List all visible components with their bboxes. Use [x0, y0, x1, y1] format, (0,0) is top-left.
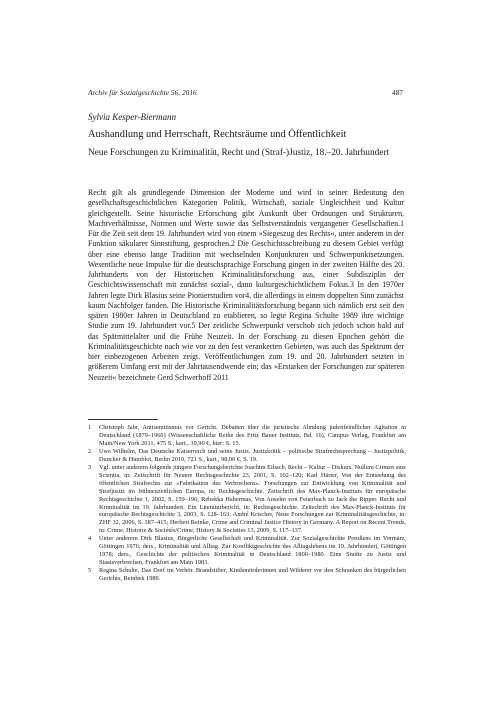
- footnote: [88, 464, 406, 536]
- article-body: [88, 188, 404, 383]
- page-number: 487: [391, 88, 403, 97]
- footnote-separator: [88, 419, 158, 420]
- footnote-number: 4: [88, 535, 92, 543]
- footnote-number: 5: [88, 567, 92, 575]
- footnote-number: 3: [88, 463, 92, 471]
- body-paragraph: Recht gilt als grundlegende Dimension der Moderne und wird in seiner Bedeutung den gesellschaftsgeschichtlichen Kategorien Politik, Wirtschaft, soziale Ungleichheit und Kultur gleichgestellt. Seine historische Erforschung gibt Auskunft über Ordnungen und Strukturen, Machtverhältnisse, Normen und Werte sowie das Selbstverständnis vergangener Gesellschaften.1 Für die Zeit seit dem 19. Jahrhundert wird von einem »Siegeszug des Rechts«, unter anderem in der Funktion säkularer Sinnstiftung, gesprochen.2 Die Geschichtsschreibung zu diesem Gebiet verfügt über eine ebenso lange Tradition mit wechselnden Konjunkturen und Schwerpunktsetzungen. Wesentliche neue Impulse für die deutschsprachige Forschung gingen in der zweiten Hälfte des 20. Jahrhunderts von der Historischen Kriminalitätsforschung aus, einer Subdisziplin der Geschichtswissenschaft mit zunächst sozial-, dann kulturgeschichtlichem Fokus.3 In den 1970er Jahren legte Dirk Blasius seine Pionierstudien vor4, die allerdings in einem doppelten Sinn zunächst kaum Nachfolger fanden. Die Historische Kriminalitätsforschung begann sich nämlich erst seit den späten 1980er Jahren in Deutschland zu etablieren, so legte Regina Schulte 1989 ihre wichtige Studie zum 19. Jahrhundert vor.5 Der zeitliche Schwerpunkt verschob sich jedoch schon bald auf das Spätmittelalter und die Frühe Neuzeit. In der Forschung zu diesen Epochen gehört die Kriminalitätsgeschichte nach wie vor zu den fest verankerten Gebieten, was auch das Spektrum der hier einbezogenen Arbeiten zeigt. Veröffentlichungen zum 19. und 20. Jahrhundert setzten in größerem Umfang erst mit der Jahrtausendwende ein; das »Erstarken der Forschungen zur späteren Neuzeit« bezeichnete Gerd Schwerhoff 2011: [88, 188, 404, 382]
- footnote-number: 1: [88, 424, 92, 431]
- footnote-text: Vgl. unter anderem folgende jüngere Forschungsberichte Joachim Eibach, Recht – Kultur – Diskurs. Nullum Crimen sine Scientia, in: Zeitschrift für Neuere Rechtsgeschichte 23, 2001, S. 102–120; Karl Härter, Von der Entstehung des öffentlichen Strafrechts zur »Fabrikation des Verbrechens«. Forschungen zur Entwicklung von Kriminalität und Strafjustiz im frühneuzeitlichen Europa, in: Rechtsgeschichte. Zeitschrift des Max-Planck-Instituts für europäische Rechtsgeschichte 1, 2002, S. 159–196; Rebekka Habermas, Von Anselm von Feuerbach zu Jack the Ripper. Recht und Kriminalität im 19. Jahrhundert. Ein Literaturbericht, in: Rechtsgeschichte. Zeitschrift des Max-Planck-Instituts für europäische Rechtsgeschichte 3, 2003, S. 128–163; André Krischer, Neue Forschungen zur Kriminalitätsgeschichte, in: ZHF 32, 2006, S. 387–415; Herbert Reinke, Crime and Criminal Justice History in Germany. A Report on Recent Trends, in: Crime, Histoire & Sociétés/Crime, History & Societies 13, 2009, S. 117–137.: [99, 463, 406, 535]
- article-subtitle: Neue Forschungen zu Kriminalität, Recht und (Straf-)Justiz, 18.–20. Jahrhundert: [88, 148, 390, 158]
- footnote: [88, 567, 406, 583]
- footnote-text: Regina Schulte, Das Dorf im Verhör. Brandstifter, Kindsmörderinnen und Wilderer vor den Schranken des bürgerlichen Gerichts, Reinbek 1989.: [99, 567, 406, 583]
- footnotes-list: [88, 424, 406, 583]
- footnote: [88, 535, 406, 567]
- footnote-text: Unter anderem Dirk Blasius, Bürgerliche Gesellschaft und Kriminalität. Zur Sozialgeschichte Preußens im Vormärz, Göttingen 1976; ders., Kriminalität und Alltag. Zur Konfliktgeschichte des Alltagslebens im 19. Jahrhundert, Göttingen 1978; ders., Geschichte der politischen Kriminalität in Deutschland 1800–1980. Eine Studie zu Justiz und Staatsverbrechen, Frankfurt am Main 1983.: [99, 535, 406, 567]
- footnote: [88, 448, 406, 464]
- footnote-number: 2: [88, 447, 92, 455]
- article-author: Sylvia Kesper-Biermann: [88, 112, 177, 122]
- footnote: [88, 424, 406, 448]
- running-header: [88, 88, 403, 97]
- footnote-text: Uwe Wilhelm, Das Deutsche Kaiserreich und seine Justiz. Justizkritik – politische Strafrechtsprechung – Justizpolitik, Duncker & Humblot, Berlin 2010, 721 S., kart., 98,00 €, S. 19.: [99, 447, 406, 463]
- article-title: Aushandlung und Herrschaft, Rechtsräume und Öffentlichkeit: [88, 129, 347, 140]
- journal-title: Archiv für Sozialgeschichte 56, 2016: [88, 88, 197, 97]
- footnote-text: Christoph Jahr, Antisemitismus vor Gericht. Debatten über die juristische Ahndung judenfeindlicher Agitation in Deutschland (1879–1960) (Wissenschaftliche Reihe des Fritz Bauer Instituts, Bd. 16), Campus Verlag, Frankfurt am Main/New York 2011, 475 S., kart., 39,90 €, hier: S. 15.: [99, 424, 406, 447]
